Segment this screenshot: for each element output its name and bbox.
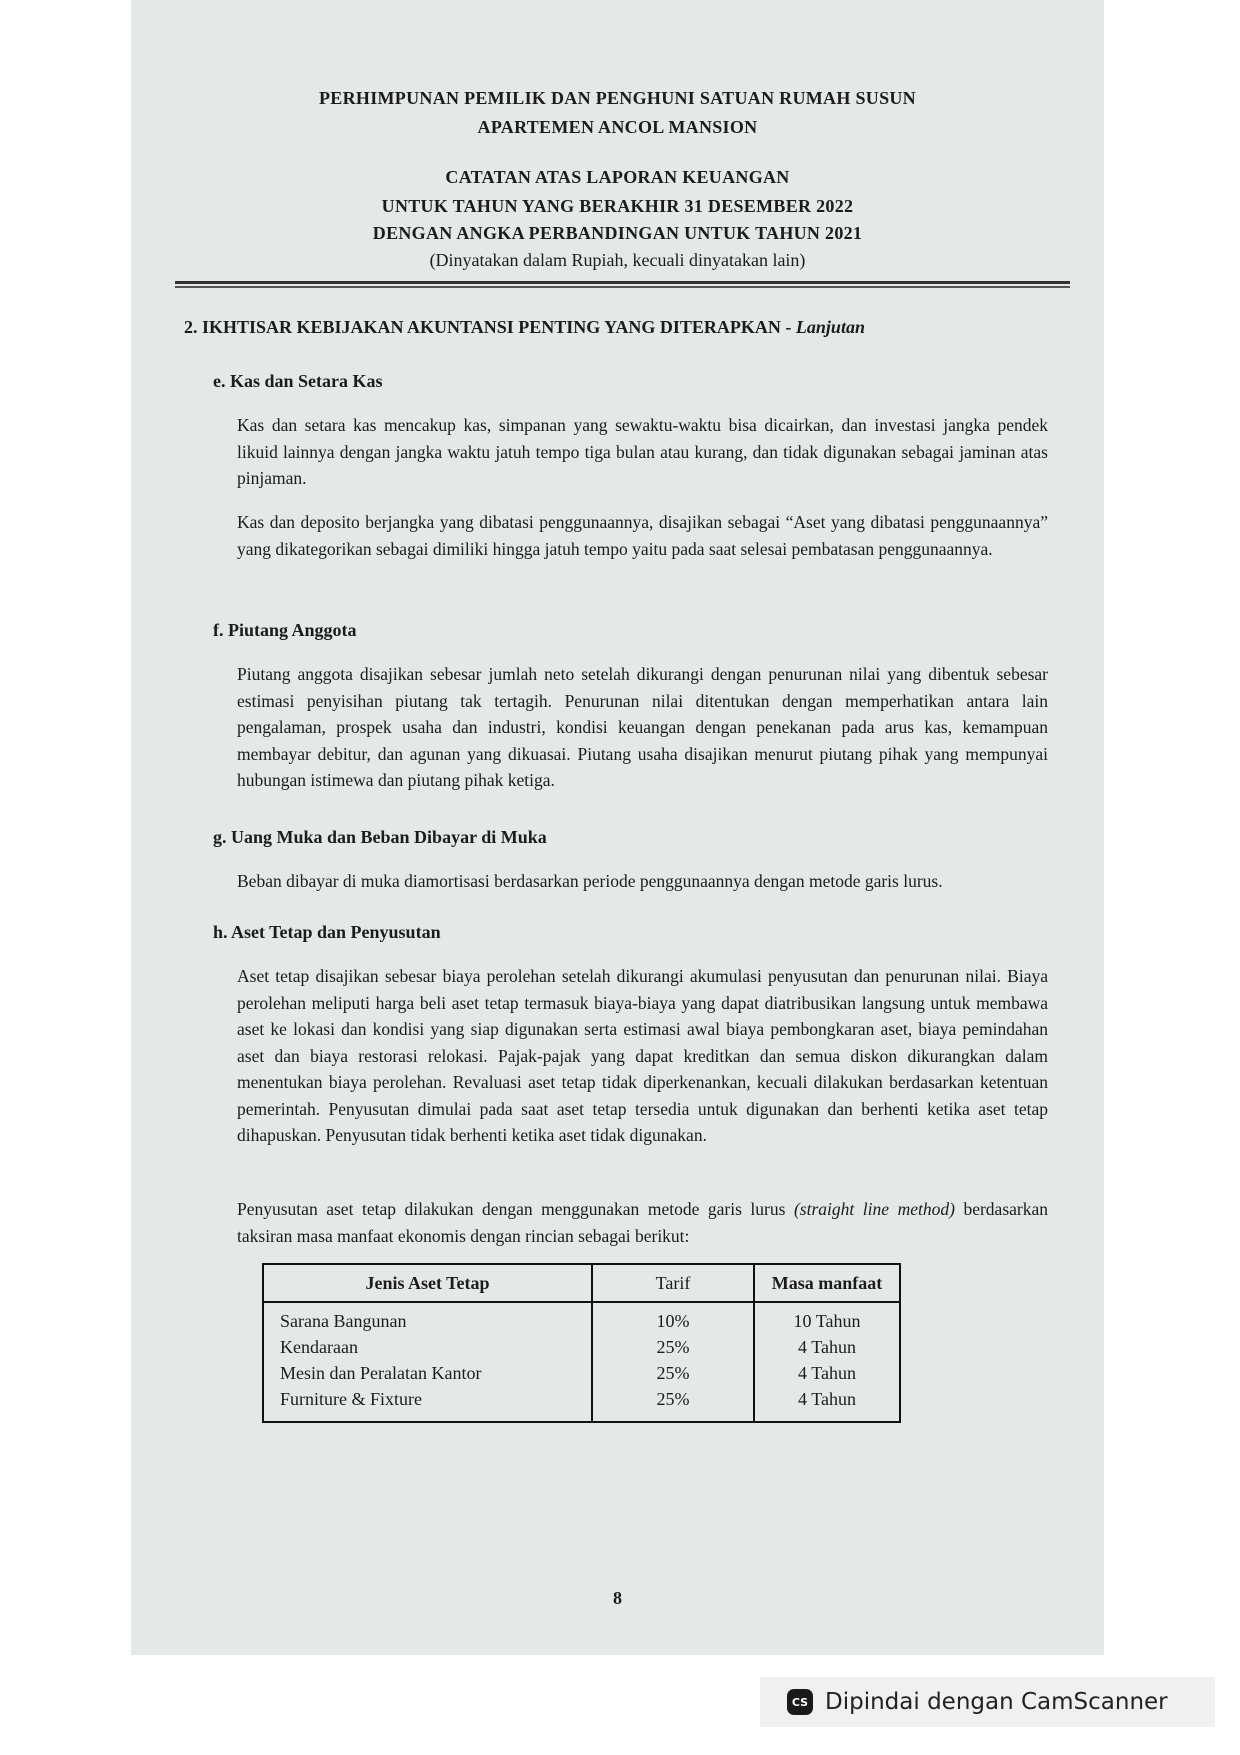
asset-name: Mesin dan Peralatan Kantor xyxy=(263,1363,592,1389)
camscanner-watermark xyxy=(760,1677,1215,1727)
document-page xyxy=(131,0,1104,1655)
table-row xyxy=(263,1363,900,1389)
org-name-line1: PERHIMPUNAN PEMILIK DAN PENGHUNI SATUAN RUMAH SUSUN xyxy=(319,88,916,108)
asset-useful-life: 10 Tahun xyxy=(754,1302,900,1337)
report-title-line3: DENGAN ANGKA PERBANDINGAN UNTUK TAHUN 2021 xyxy=(372,223,863,243)
subsection-f-heading: f. Piutang Anggota xyxy=(213,620,357,640)
column-header-useful-life: Masa manfaat xyxy=(754,1264,900,1302)
asset-name: Furniture & Fixture xyxy=(263,1389,592,1422)
column-header-asset-type: Jenis Aset Tetap xyxy=(263,1264,592,1302)
header-divider xyxy=(175,281,1070,284)
watermark-text: Dipindai dengan CamScanner xyxy=(825,1689,1168,1715)
table-row xyxy=(263,1337,900,1363)
asset-useful-life: 4 Tahun xyxy=(754,1363,900,1389)
depreciation-table xyxy=(262,1263,901,1423)
table-row xyxy=(263,1302,900,1337)
asset-useful-life: 4 Tahun xyxy=(754,1389,900,1422)
subsection-e-paragraph-1: Kas dan setara kas mencakup kas, simpanan yang sewaktu-waktu bisa dicairkan, dan investasi jangka pendek likuid lainnya dengan jangka waktu jatuh tempo tiga bulan atau kurang, dan tidak digunakan sebagai jaminan atas pinjaman. xyxy=(237,415,1048,488)
asset-name: Kendaraan xyxy=(263,1337,592,1363)
asset-useful-life: 4 Tahun xyxy=(754,1337,900,1363)
paragraph-2-italic: (straight line method) xyxy=(793,1199,955,1219)
org-name-line2: APARTEMEN ANCOL MANSION xyxy=(477,117,758,137)
paragraph-2-text-b: berdasarkan taksiran masa manfaat ekonomis dengan rincian sebagai berikut: xyxy=(237,1199,1048,1246)
asset-rate: 25% xyxy=(592,1389,754,1422)
section-continued: Lanjutan xyxy=(795,317,865,337)
subsection-e-heading: e. Kas dan Setara Kas xyxy=(213,371,383,391)
table-row xyxy=(263,1389,900,1422)
subsection-h-heading: h. Aset Tetap dan Penyusutan xyxy=(213,922,441,942)
header-divider-thin xyxy=(175,286,1070,288)
page-number: 8 xyxy=(613,1588,622,1608)
report-title-line2: UNTUK TAHUN YANG BERAKHIR 31 DESEMBER 2022 xyxy=(381,196,854,216)
asset-name: Sarana Bangunan xyxy=(263,1302,592,1337)
asset-rate: 25% xyxy=(592,1337,754,1363)
report-title-line1: CATATAN ATAS LAPORAN KEUANGAN xyxy=(445,167,790,187)
camscanner-logo-icon: CS xyxy=(787,1689,813,1715)
section-title-text: 2. IKHTISAR KEBIJAKAN AKUNTANSI PENTING YANG DITERAPKAN - xyxy=(184,317,796,337)
subsection-h-paragraph-2 xyxy=(237,1196,1048,1249)
currency-note: (Dinyatakan dalam Rupiah, kecuali dinyatakan lain) xyxy=(429,250,806,270)
column-header-rate: Tarif xyxy=(592,1264,754,1302)
subsection-h-paragraph-1: Aset tetap disajikan sebesar biaya perolehan setelah dikurangi akumulasi penyusutan dan penurunan nilai. Biaya perolehan meliputi harga beli aset tetap termasuk biaya-biaya yang dapat diatribusikan langsung untuk membawa aset ke lokasi dan kondisi yang siap digunakan serta estimasi awal biaya pembongkaran aset, biaya pemindahan aset dan biaya restorasi relokasi. Pajak-pajak yang dapat kreditkan dan semua diskon dikurangkan dalam menentukan biaya perolehan. Revaluasi aset tetap tidak diperkenankan, kecuali dilakukan berdasarkan ketentuan pemerintah. Penyusutan dimulai pada saat aset tetap tersedia untuk digunakan dan berhenti ketika aset tetap dihapuskan. Penyusutan tidak berhenti ketika aset tidak digunakan. xyxy=(237,966,1048,1145)
table-header-row xyxy=(263,1264,900,1302)
subsection-e-paragraph-2: Kas dan deposito berjangka yang dibatasi penggunaannya, disajikan sebagai “Aset yang dibatasi penggunaannya” yang dikategorikan sebagai dimiliki hingga jatuh tempo yaitu pada saat selesai pembatasan penggunaannya. xyxy=(237,512,1048,559)
asset-rate: 25% xyxy=(592,1363,754,1389)
subsection-g-heading: g. Uang Muka dan Beban Dibayar di Muka xyxy=(213,827,547,847)
asset-rate: 10% xyxy=(592,1302,754,1337)
paragraph-2-text-a: Penyusutan aset tetap dilakukan dengan menggunakan metode garis lurus xyxy=(237,1199,794,1219)
subsection-f-paragraph-1: Piutang anggota disajikan sebesar jumlah neto setelah dikurangi dengan penurunan nilai yang dibentuk sebesar estimasi penyisihan piutang tak tertagih. Penurunan nilai ditentukan dengan memperhatikan antara lain pengalaman, prospek usaha dan industri, kondisi keuangan dengan penekanan pada arus kas, kemampuan membayar debitur, dan agunan yang dikuasai. Piutang usaha disajikan menurut piutang pihak yang mempunyai hubungan istimewa dan piutang pihak ketiga. xyxy=(237,664,1048,790)
section-title xyxy=(184,317,865,338)
subsection-g-paragraph-1: Beban dibayar di muka diamortisasi berdasarkan periode penggunaannya dengan metode garis lurus. xyxy=(237,871,943,891)
